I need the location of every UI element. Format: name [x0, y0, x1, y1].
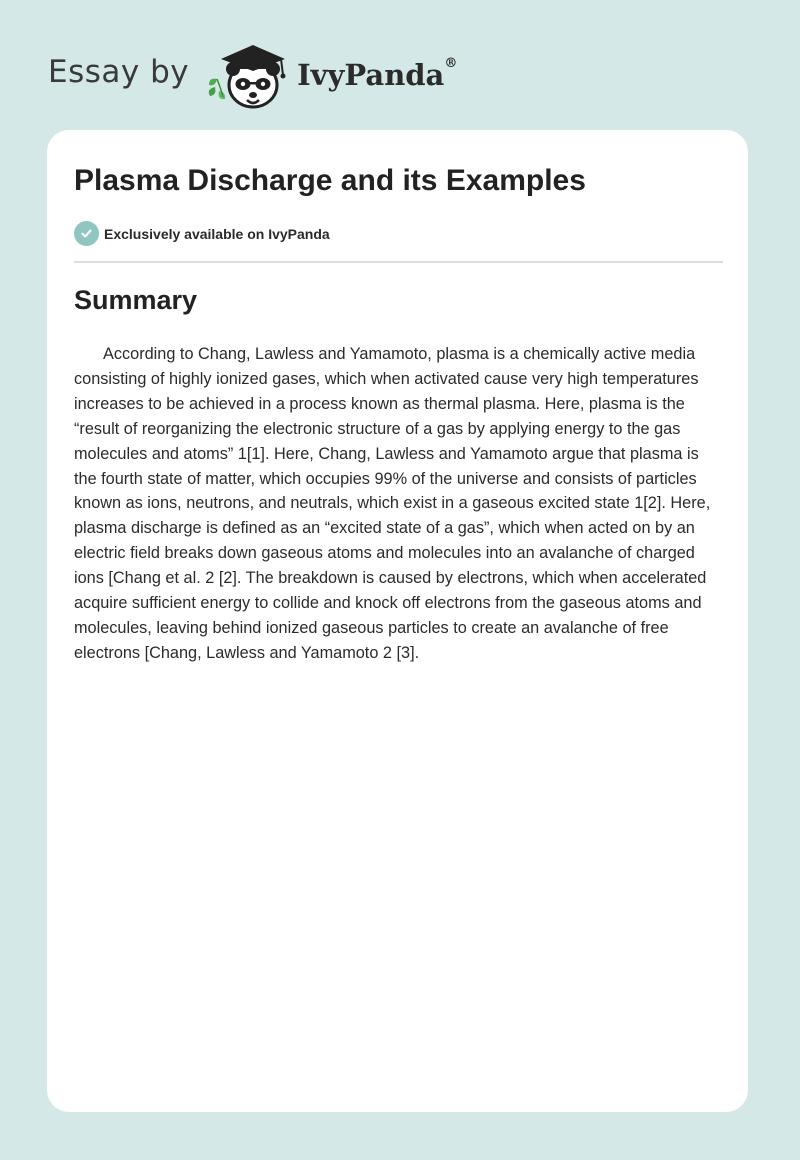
page-title: Plasma Discharge and its Examples: [74, 164, 586, 197]
divider: [74, 261, 723, 263]
exclusive-badge: [74, 221, 330, 246]
site-header: [48, 30, 457, 120]
brand-name: IvyPanda®: [297, 56, 458, 92]
section-heading-summary: Summary: [74, 285, 198, 315]
ivypanda-logo[interactable]: [203, 35, 457, 115]
panda-graduate-icon: [203, 35, 293, 115]
exclusive-label: Exclusively available on IvyPanda: [104, 225, 330, 242]
check-circle-icon: [74, 221, 99, 246]
document-card: [47, 130, 748, 1112]
summary-paragraph: According to Chang, Lawless and Yamamoto, plasma is a chemically active media consisting of highly ionized gases, which when activated cause very high temperatures increases to be achieved in a process known as thermal plasma. Here, plasma is the “result of reorganizing the electronic structure of a gas by applying energy to the gas molecules and atoms” 1[1]. Here, Chang, Lawless and Yamamoto argue that plasma is the fourth state of matter, which occupies 99% of the universe and consists of particles known as ions, neutrons, and neutrals, which exist in a gaseous excited state 1[2]. Here, plasma discharge is defined as an “excited state of a gas”, which when acted on by an electric field breaks down gaseous atoms and molecules into an avalanche of charged ions [Chang et al. 2 [2]. The breakdown is caused by electrons, which when accelerated acquire sufficient energy to collide and knock off electrons from the gaseous atoms and molecules, leaving behind ionized gaseous particles to create an avalanche of free electrons [Chang, Lawless and Yamamoto 2 [3].: [74, 345, 711, 662]
essay-by-label: Essay by: [48, 54, 190, 90]
trademark-symbol: ®: [444, 56, 458, 71]
